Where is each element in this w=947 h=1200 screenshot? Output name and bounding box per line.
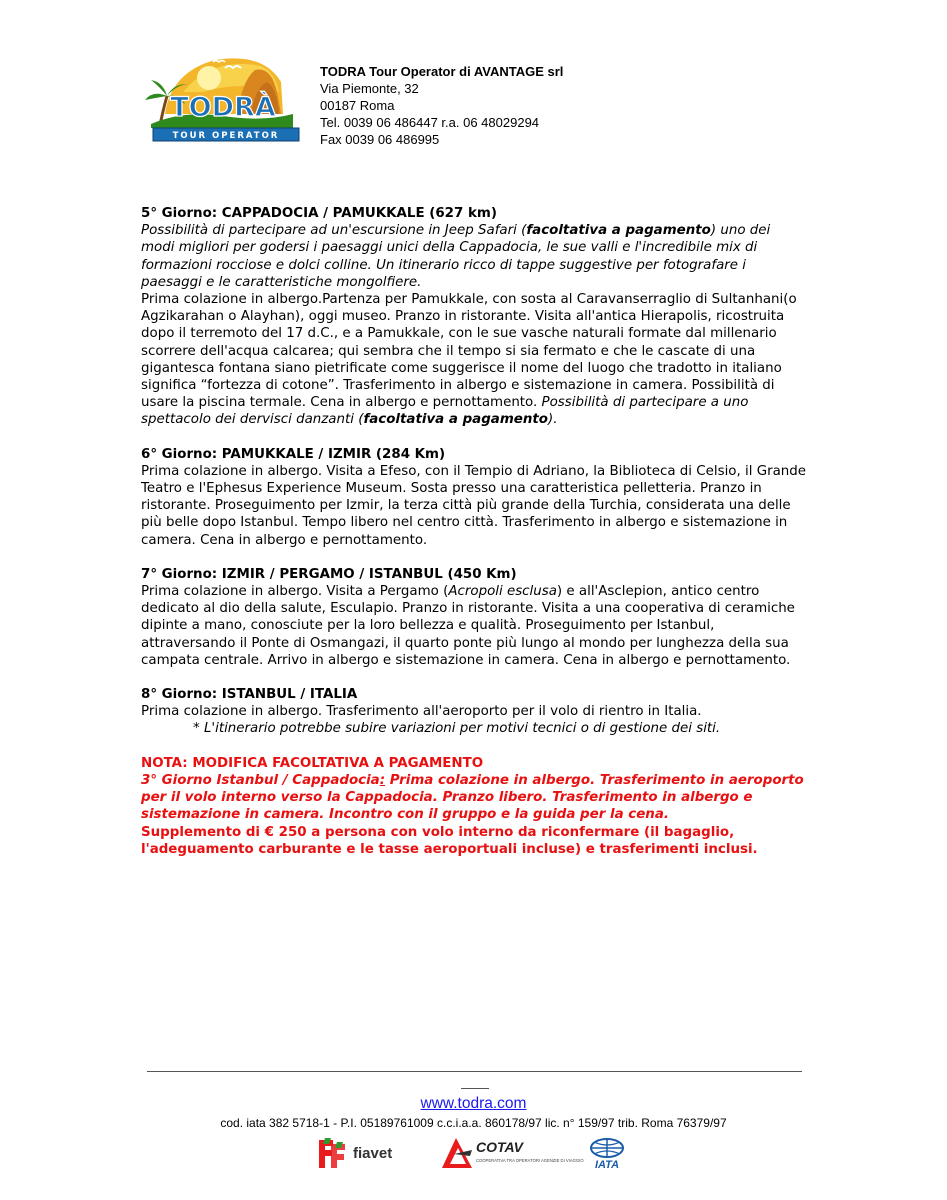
optional-note-italic: 3° Giorno Istanbul / Cappadocia: Prima colazione in albergo. Trasferimento in aeroporto per il volo interno verso la Cappadocia. Pranzo libero. Trasferimento in albergo e sistemazione in camera. Incontro con il gruppo e la guida per la cena. — [141, 772, 804, 823]
day-6-title: 6° Giorno: PAMUKKALE / IZMIR (284 Km) — [141, 446, 446, 462]
day-5-optional-text: Possibilità di partecipare ad un'escursione in Jeep Safari (facoltativa a pagamento) uno dei modi migliori per godersi i paesaggi unici della Cappadocia, le sue valli e l'incredibile mix di formazioni rocciose e dolci colline. Un itinerario ricco di tappe suggestive per fotografare i paesaggi e le caratteristiche mongolfiere. — [141, 223, 771, 290]
day-7-title: 7° Giorno: IZMIR / PERGAMO / ISTANBUL (450 Km) — [141, 566, 517, 582]
footer-divider-short — [461, 1088, 489, 1089]
itinerary-content — [141, 205, 806, 875]
day-5-section — [141, 205, 806, 429]
svg-text:IATA: IATA — [594, 1159, 620, 1171]
optional-note-section — [141, 755, 806, 858]
company-tel: Tel. 0039 06 486447 r.a. 06 48029294 — [320, 115, 540, 130]
company-info — [320, 63, 563, 148]
legal-info: cod. iata 382 5718-1 - P.I. 05189761009 c.c.i.a.a. 860178/97 lic. n° 159/97 trib. Roma 76379/97 — [220, 1116, 727, 1130]
day-7-body: Prima colazione in albergo. Visita a Pergamo (Acropoli esclusa) e all'Asclepion, antico centro dedicato al dio della salute, Esculapio. Pranzo in ristorante. Visita a una cooperativa di ceramiche dipinte a mano, conosciute per la loro bellezza e qualità. Proseguimento per Istanbul, attraversando il Ponte di Osmangazi, il quarto ponte più lungo al mondo per lunghezza della sua campata centrale. Arrivo in albergo e sistemazione in camera. Cena in albergo e pernottamento. — [141, 584, 795, 668]
svg-text:fiavet: fiavet — [353, 1145, 393, 1162]
company-fax: Fax 0039 06 486995 — [320, 132, 440, 147]
itinerary-disclaimer: * L'itinerario potrebbe subire variazioni per motivi tecnici o di gestione dei siti. — [193, 721, 721, 737]
day-6-body: Prima colazione in albergo. Visita a Efeso, con il Tempio di Adriano, la Biblioteca di Celsio, il Grande Teatro e l'Ephesus Experience Museum. Sosta presso una caratteristica pelletteria. Pranzo in ristorante. Proseguimento per Izmir, la terza città più grande della Turchia, considerata una delle più belle dopo Istanbul. Tempo libero nel centro città. Trasferimento in albergo e sistemazione in camera. Cena in albergo e pernottamento. — [141, 463, 807, 548]
optional-note-supplement: Supplemento di € 250 a persona con volo interno da riconfermare (il bagaglio, l'adeguamento carburante e le tasse aeroportuali incluse) e trasferimenti inclusi. — [141, 824, 758, 857]
cotav-logo — [438, 1134, 584, 1172]
iata-logo — [584, 1136, 630, 1170]
svg-text:TODRÀ: TODRÀ — [170, 92, 276, 123]
todra-logo — [143, 52, 303, 152]
day-6-section — [141, 446, 806, 549]
optional-note-title: NOTA: MODIFICA FACOLTATIVA A PAGAMENTO — [141, 755, 484, 771]
company-address: Via Piemonte, 32 — [320, 81, 419, 96]
day-8-section — [141, 686, 806, 738]
svg-text:COTAV: COTAV — [476, 1139, 523, 1155]
svg-text:TOUR OPERATOR: TOUR OPERATOR — [172, 131, 280, 141]
day-8-title: 8° Giorno: ISTANBUL / ITALIA — [141, 687, 358, 703]
day-5-title: 5° Giorno: CAPPADOCIA / PAMUKKALE (627 km) — [141, 206, 497, 221]
website-link[interactable]: www.todra.com — [420, 1095, 527, 1112]
day-8-body: Prima colazione in albergo. Trasferimento all'aeroporto per il volo di rientro in Italia. — [141, 704, 702, 720]
fiavet-logo — [317, 1136, 403, 1170]
company-city: 00187 Roma — [320, 98, 395, 113]
day-7-section — [141, 566, 806, 669]
day-5-body: Prima colazione in albergo.Partenza per Pamukkale, con sosta al Caravanserraglio di Sultanhani(o Agzikarahan o Alayhan), oggi museo. Pranzo in ristorante. Visita all'antica Hierapolis, ricostruita dopo il terremoto del 17 d.C., e a Pamukkale, con le sue vasche naturali formate dal millenario scorrere dell'acqua calcarea; qui sembra che il tempo si sia fermato e che le cascate di una gigantesca fontana siano pietrificate come suggerisce il nome del luogo che tradotto in italiano significa “fortezza di cotone”. Trasferimento in albergo e sistemazione in camera. Possibilità di usare la piscina termale. Cena in albergo e pernottamento. Possibilità di partecipare a uno spettacolo dei dervisci danzanti (facoltativa a pagamento). — [141, 292, 797, 428]
footer-divider — [147, 1071, 802, 1072]
company-name: TODRA Tour Operator di AVANTAGE srl — [320, 64, 564, 79]
svg-text:COOPERATIVA TRA OPERATORI AGEN: COOPERATIVA TRA OPERATORI AGENZIE DI VIAGGIO — [476, 1158, 584, 1163]
